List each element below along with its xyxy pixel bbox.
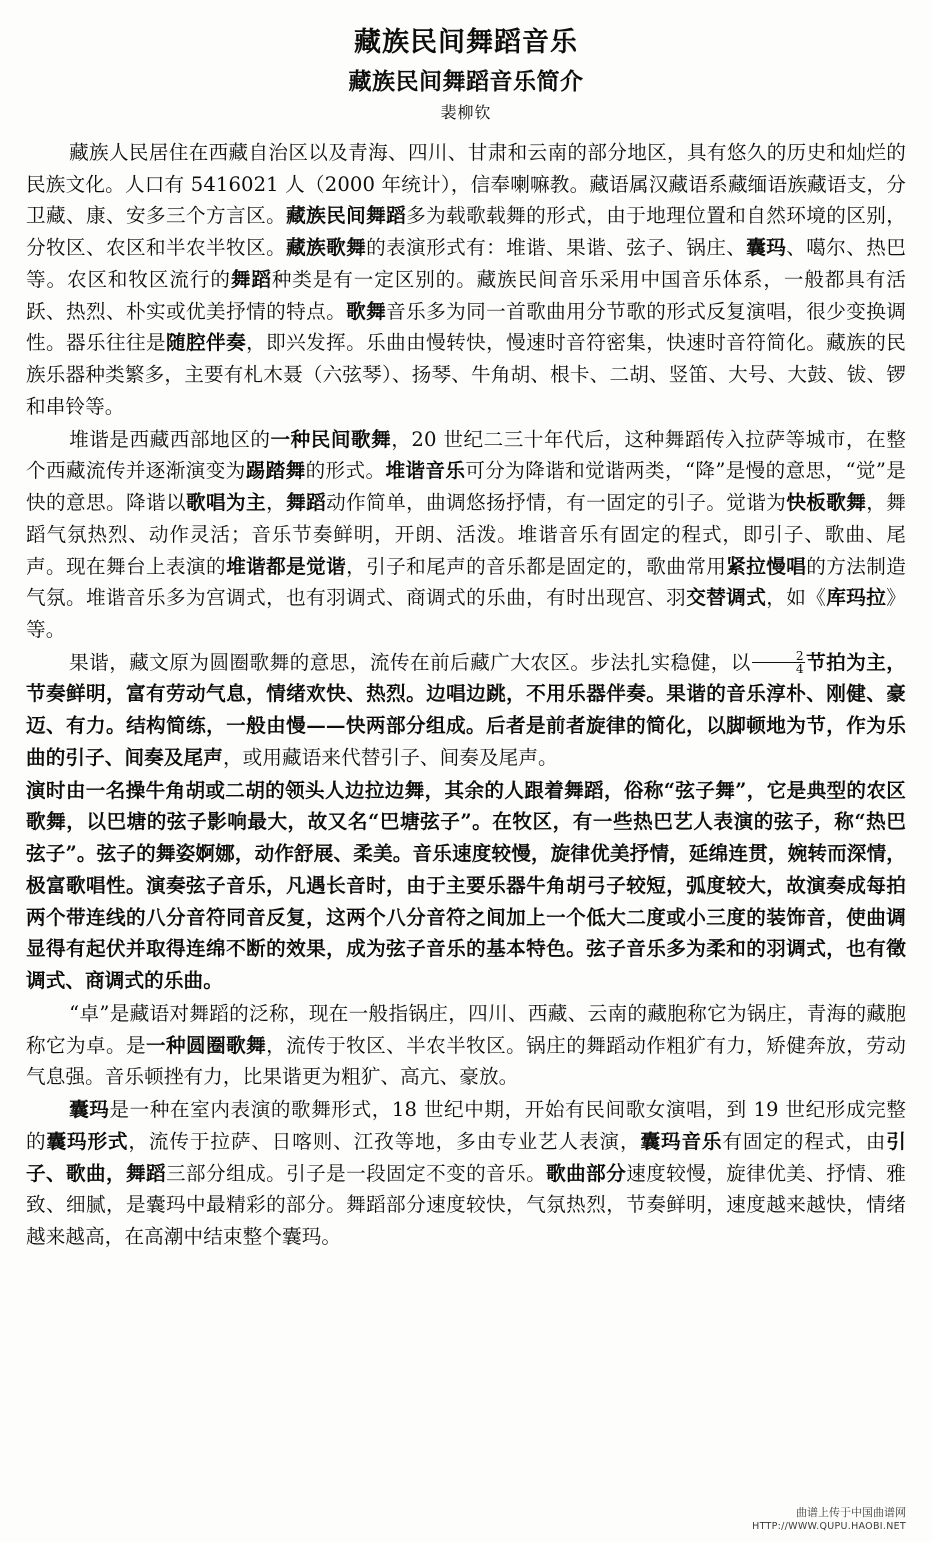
text-run: 交替调式 [686, 586, 767, 610]
text-run: 的引子、间奏及尾声 [45, 745, 223, 769]
text-run: 藏族民间舞蹈 [286, 204, 407, 228]
footer-line-2: HTTP://WWW.QUPU.HAOBI.NET [752, 1521, 906, 1533]
text-run: 节拍为主，节奏鲜明，富有劳动气息，情绪欢快、热烈。边唱边跳，不用乐器伴奏。果谐的音乐淳朴、刚健、豪迈、有力。结构简练，一般由慢——快两部分组成。后者是前者旋律的简化，以脚顿地为节，作为乐曲 [26, 650, 906, 769]
text-run: 果谐，藏文原为圆圈歌舞的意思，流传在前后藏广大农区。步法扎实稳健，以 [69, 650, 751, 674]
text-run: 囊玛音乐 [640, 1129, 723, 1153]
page-subtitle: 藏族民间舞蹈音乐简介 [348, 69, 584, 95]
text-run: 囊玛 [69, 1098, 110, 1122]
time-signature-fraction: $\frac{2}{4}$ [752, 650, 805, 676]
author-byline: 裴柳钦 [440, 103, 492, 122]
text-run: 紧拉慢唱 [726, 554, 807, 578]
text-run: 囊玛 [746, 236, 787, 260]
text-run: 堆谐都是觉谐 [226, 554, 347, 578]
text-run: 》等。 [26, 586, 906, 642]
text-run: 的表演形式有：堆谐、果谐、弦子、锅庄、 [366, 236, 747, 260]
text-run: 三部分组成。引子是一段固定不变的音乐。 [166, 1161, 547, 1185]
paragraph [26, 424, 906, 646]
text-run: 堆谐音乐 [385, 459, 466, 483]
article-body [26, 137, 906, 1253]
page-title: 藏族民间舞蹈音乐 [354, 27, 578, 58]
text-run: 音乐多为同一首歌曲用分节歌的形式反复演唱，很少变换调性。器乐往往是 [26, 299, 906, 355]
text-run: 歌曲部分 [546, 1161, 627, 1185]
text-run: 舞蹈 [286, 491, 327, 515]
text-run: ，舞蹈气氛热烈、动作灵活；音乐节奏鲜明，开朗、活泼。堆谐音乐有固定的程式，即引子、歌曲、尾声。现在舞台上表演的 [26, 491, 906, 578]
text-run: 库玛拉 [826, 586, 887, 610]
paragraph [26, 775, 906, 997]
text-run: ，流传于拉萨、日喀则、江孜等地，多由专业艺人表演， [128, 1129, 641, 1153]
text-run: 囊玛形式 [46, 1129, 129, 1153]
paragraph [26, 998, 906, 1093]
text-run: 歌舞 [346, 299, 387, 323]
paragraph [26, 647, 906, 774]
text-run: ，流传于牧区、半农半牧区。锅庄的舞蹈动作粗犷有力，矫健奔放，劳动气息强。音乐顿挫有力，比果谐更为粗犷、高亢、豪放。 [26, 1033, 906, 1089]
text-run: 一种民间歌舞 [270, 427, 392, 451]
text-run: 舞蹈 [230, 267, 272, 291]
text-run: ，20 世纪二三十年代后，这种舞蹈传入拉萨等城市，在整个西藏流传并逐渐演变为 [26, 427, 906, 483]
text-run: 可分为降谐和觉谐两类，“降”是慢的意思，“觉”是快的意思。降谐以 [26, 459, 906, 515]
text-run: 随腔伴奏 [166, 331, 247, 355]
text-run: 有固定的程式，由 [722, 1129, 887, 1153]
footer-watermark [752, 1506, 906, 1534]
text-run: 引子、歌曲，舞蹈 [26, 1129, 906, 1185]
text-run: 多为载歌载舞的形式，由于地理位置和自然环境的区别，分牧区、农区和半农半牧区。 [26, 204, 906, 260]
text-run: 藏族人民居住在西藏自治区以及青海、四川、甘肃和云南的部分地区，具有悠久的历史和灿烂的民族文化。人口有 5416021 人（2000 年统计），信奉喇嘛教。藏语属汉藏语系藏缅语族藏语支，分卫藏、康、安多三个方言区。 [26, 141, 906, 228]
text-run: 速度较慢，旋律优美、抒情、雅致、细腻，是囊玛中最精彩的部分。舞蹈部分速度较快，气氛热烈，节奏鲜明，速度越来越快，情绪越来越高，在高潮中结束整个囊玛。 [26, 1161, 906, 1248]
text-run: 的形式。 [305, 459, 386, 483]
text-run: ，如《 [766, 586, 827, 610]
text-run: 种类是有一定区别的。藏族民间音乐采用中国音乐体系，一般都具有活跃、热烈、朴实或优美抒情的特点。 [26, 267, 907, 323]
footer-line-1: 曲谱上传于中国曲谱网 [796, 1506, 906, 1520]
paragraph [26, 1094, 906, 1253]
text-run: ，或用藏语来代替引子、间奏及尾声。 [222, 745, 558, 769]
paragraph [26, 137, 906, 423]
text-run: ，引子和尾声的音乐都是固定的，歌曲常用 [346, 554, 727, 578]
text-run: 演时由一名操牛角胡或二胡的领头人边拉边舞，其余的人跟着舞蹈，俗称“弦子舞”，它是典型的农区歌舞，以巴塘的弦子影响最大，故又名“巴塘弦子”。在牧区，有一些热巴艺人表演的弦子，称“热巴弦子”。弦子的舞姿婀娜，动作舒展、柔美。音乐速度较慢，旋律优美抒情，延绵连贯，婉转而深情，极富歌唱性。演奏弦子音乐，凡遇长音时，由于主要乐器牛角胡弓子较短，弧度较大，故演奏成每拍两个带连线的八分音符同音反复，这两个八分音符之间加上一个低大二度或小三度的装饰音，使曲调显得有起伏并取得连绵不断的效果，成为弦子音乐的基本特色。弦子音乐多为柔和的羽调式，也有徵调式、商调式的乐曲。 [26, 778, 906, 993]
text-run: ， [266, 491, 287, 515]
text-run: ，即兴发挥。乐曲由慢转快，慢速时音符密集，快速时音符简化。藏族的民族乐器种类繁多，主要有札木聂（六弦琴）、扬琴、牛角胡、根卡、二胡、竖笛、大号、大鼓、钹、锣和串铃等。 [26, 331, 906, 418]
text-run: 踢踏舞 [245, 459, 306, 483]
text-run: 的方法制造气氛。堆谐音乐多为宫调式，也有羽调式、商调式的乐曲，有时出现宫、羽 [26, 554, 907, 610]
text-run: 动作简单，曲调悠扬抒情，有一固定的引子。觉谐为 [326, 491, 787, 515]
text-run: 歌唱为主 [186, 491, 267, 515]
text-run: 快板歌舞 [786, 491, 867, 515]
text-run: “卓”是藏语对舞蹈的泛称，现在一般指锅庄，四川、西藏、云南的藏胞称它为锅庄，青海的藏胞称它为卓。是 [26, 1001, 906, 1057]
text-run: 藏族歌舞 [286, 236, 367, 260]
text-run: 一种圆圈歌舞 [146, 1033, 267, 1057]
text-run: 堆谐是西藏西部地区的 [69, 427, 271, 451]
text-run: 、噶尔、热巴等。农区和牧区流行的 [26, 236, 906, 291]
text-run: 是一种在室内表演的歌舞形式，18 世纪中期，开始有民间歌女演唱，到 19 世纪形成完整的 [26, 1098, 906, 1153]
